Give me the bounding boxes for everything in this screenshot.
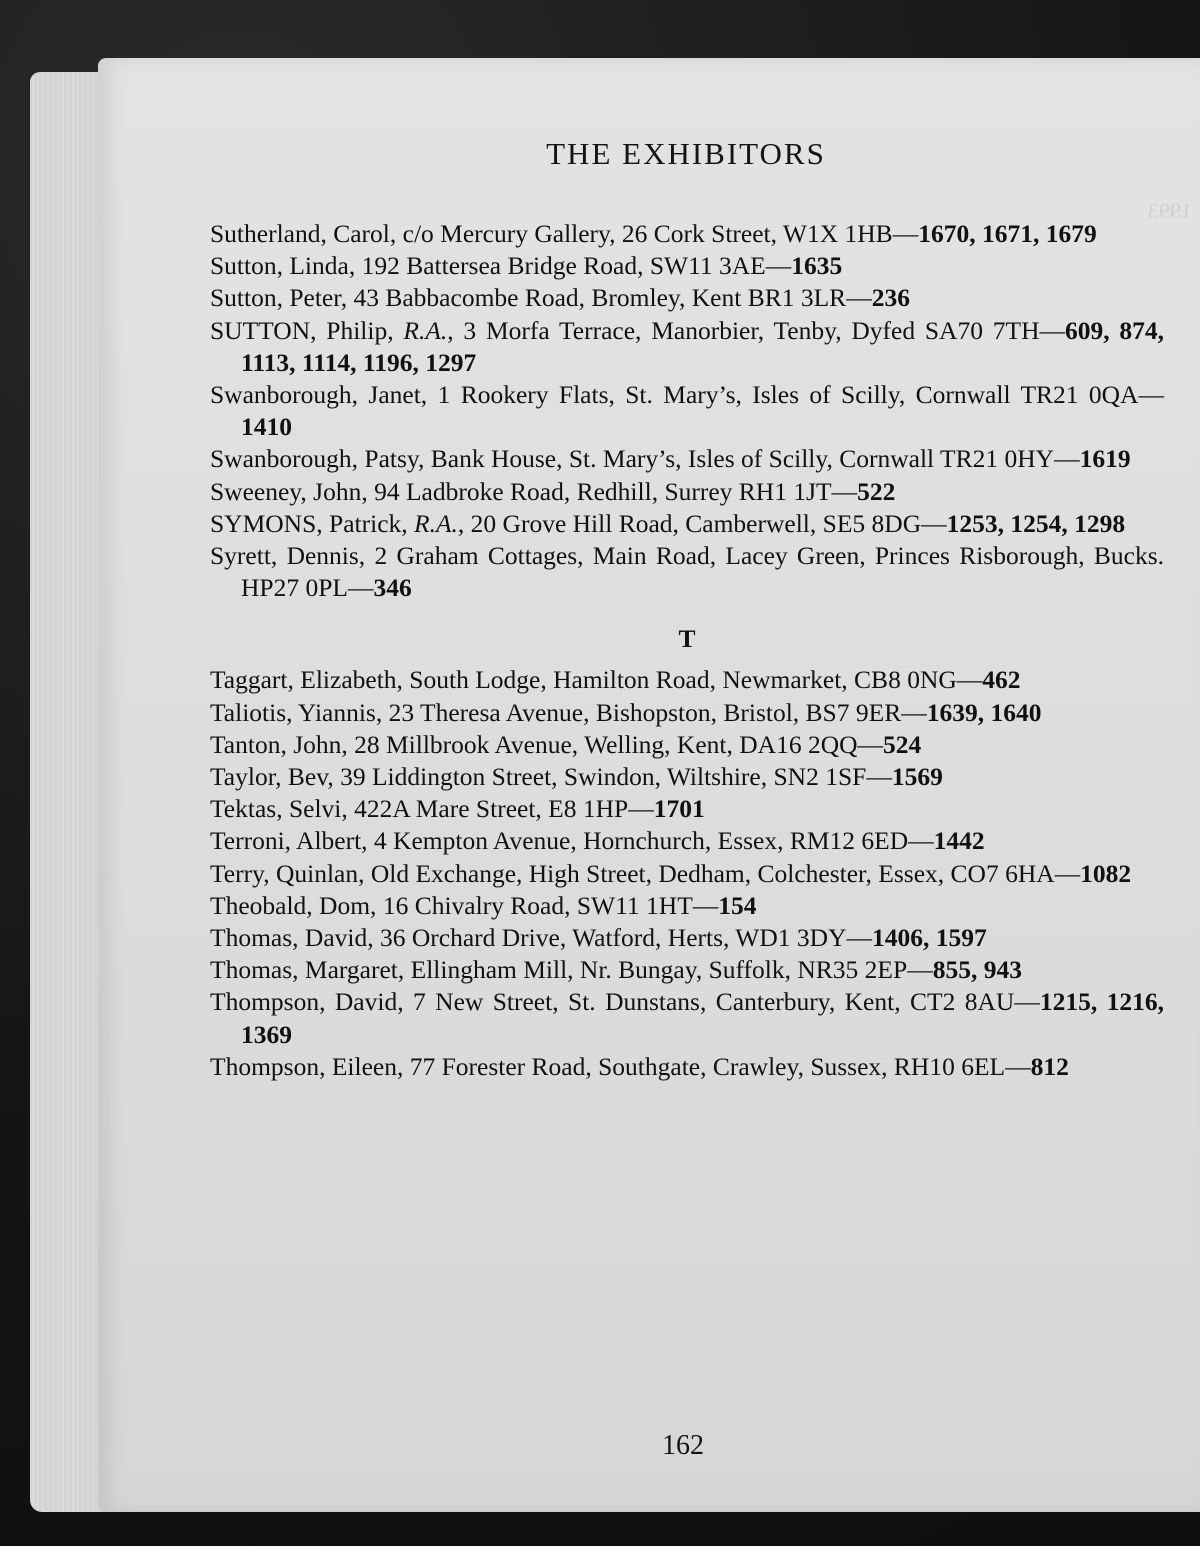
entries-s xyxy=(210,218,1164,604)
exhibitor-entry: Theobald, Dom, 16 Chivalry Road, SW11 1HT—154 xyxy=(210,890,757,920)
catalogue-numbers: 154 xyxy=(718,890,757,920)
catalogue-numbers: 522 xyxy=(857,476,896,506)
catalogue-numbers: 609, 874, 1113, 1114, 1196, 1297 xyxy=(241,315,1165,377)
catalogue-numbers: 855, 943 xyxy=(932,955,1022,985)
exhibitor-name: Sutton, Linda, xyxy=(210,251,356,281)
catalogue-numbers: 1619 xyxy=(1079,444,1131,474)
exhibitor-address: 28 Millbrook Avenue, Welling, Kent, DA16 2QQ xyxy=(347,729,858,759)
catalogue-numbers: 1253, 1254, 1298 xyxy=(946,508,1126,538)
catalogue-numbers: 1442 xyxy=(933,826,985,856)
exhibitor-entry: Terroni, Albert, 4 Kempton Avenue, Hornchurch, Essex, RM12 6ED—1442 xyxy=(210,826,985,856)
catalogue-numbers: 1410 xyxy=(241,412,292,442)
exhibitor-entry: Tektas, Selvi, 422A Mare Street, E8 1HP—1701 xyxy=(210,794,705,824)
exhibitor-address: 94 Ladbroke Road, Redhill, Surrey RH1 1JT xyxy=(367,476,832,506)
exhibitor-entry: Terry, Quinlan, Old Exchange, High Street, Dedham, Colchester, Essex, CO7 6HA—1082 xyxy=(210,858,1132,888)
exhibitor-title: R.A. xyxy=(414,508,458,538)
show-through-text: 1993 xyxy=(1148,198,1192,223)
exhibitor-entry: SUTTON, Philip, R.A., 3 Morfa Terrace, Manorbier, Tenby, Dyfed SA70 7TH—609, 874, 1113, 1114, 1196, 1297 xyxy=(210,315,1165,377)
section-letter: T xyxy=(678,624,696,654)
catalogue-numbers: 812 xyxy=(1030,1051,1069,1081)
exhibitor-address: 7 New Street, St. Dunstans, Canterbury, Kent, CT2 8AU xyxy=(403,987,1015,1017)
exhibitor-address: 23 Theresa Avenue, Bishopston, Bristol, BS7 9ER xyxy=(382,697,902,727)
exhibitor-name: Swanborough, Patsy, xyxy=(210,444,425,474)
exhibitor-address: Old Exchange, High Street, Dedham, Colchester, Essex, CO7 6HA xyxy=(364,858,1055,888)
entries-t xyxy=(210,664,1164,1083)
catalogue-numbers: 524 xyxy=(883,729,922,759)
exhibitor-address: , 3 Morfa Terrace, Manorbier, Tenby, Dyfed SA70 7TH xyxy=(447,315,1040,345)
exhibitor-name: Tanton, John, xyxy=(210,729,348,759)
exhibitor-name: Terry, Quinlan, xyxy=(210,858,365,888)
exhibitor-title: R.A. xyxy=(403,315,448,345)
exhibitor-entry: Tanton, John, 28 Millbrook Avenue, Welling, Kent, DA16 2QQ—524 xyxy=(210,729,922,759)
exhibitor-entry: Sutton, Linda, 192 Battersea Bridge Road, SW11 3AE—1635 xyxy=(210,251,843,281)
exhibitor-address: 16 Chivalry Road, SW11 1HT xyxy=(376,890,693,920)
exhibitor-name: Thomas, Margaret, xyxy=(210,955,405,985)
exhibitor-entry: Syrett, Dennis, 2 Graham Cottages, Main Road, Lacey Green, Princes Risborough, Bucks. HP27 0PL—346 xyxy=(210,541,1165,603)
exhibitor-list xyxy=(210,218,1164,1083)
catalogue-numbers: 1215, 1216, 1369 xyxy=(241,987,1164,1049)
catalogue-numbers: 1639, 1640 xyxy=(926,697,1042,727)
exhibitor-name: Taliotis, Yiannis, xyxy=(210,697,383,727)
exhibitor-name: Theobald, Dom, xyxy=(210,890,377,920)
exhibitor-entry: Swanborough, Janet, 1 Rookery Flats, St. Mary’s, Isles of Scilly, Cornwall TR21 0QA—1410 xyxy=(210,380,1164,442)
exhibitor-address: 422A Mare Street, E8 1HP xyxy=(347,794,629,824)
page-header: THE EXHIBITORS xyxy=(546,136,826,171)
exhibitor-name: Taggart, Elizabeth, xyxy=(210,665,403,695)
exhibitor-entry: Thomas, David, 36 Orchard Drive, Watford, Herts, WD1 3DY—1406, 1597 xyxy=(210,923,987,953)
exhibitor-entry: SYMONS, Patrick, R.A., 20 Grove Hill Road, Camberwell, SE5 8DG—1253, 1254, 1298 xyxy=(210,508,1126,538)
exhibitor-name: Sutton, Peter, xyxy=(210,283,348,313)
exhibitor-entry: Sweeney, John, 94 Ladbroke Road, Redhill, Surrey RH1 1JT—522 xyxy=(210,476,896,506)
exhibitor-entry: Thompson, Eileen, 77 Forester Road, Southgate, Crawley, Sussex, RH10 6EL—812 xyxy=(210,1051,1069,1081)
exhibitor-entry: Sutherland, Carol, c/o Mercury Gallery, 26 Cork Street, W1X 1HB—1670, 1671, 1679 xyxy=(210,219,1097,248)
exhibitor-address: 43 Babbacombe Road, Bromley, Kent BR1 3LR xyxy=(347,283,847,313)
exhibitor-entry: Sutton, Peter, 43 Babbacombe Road, Bromley, Kent BR1 3LR—236 xyxy=(210,283,910,313)
catalogue-numbers: 346 xyxy=(373,573,412,603)
exhibitor-address: South Lodge, Hamilton Road, Newmarket, CB8 0NG xyxy=(402,665,957,695)
exhibitor-entry: Thomas, Margaret, Ellingham Mill, Nr. Bungay, Suffolk, NR35 2EP—855, 943 xyxy=(210,955,1022,985)
exhibitor-address: 39 Liddington Street, Swindon, Wiltshire, SN2 1SF xyxy=(333,762,867,792)
exhibitor-entry: Swanborough, Patsy, Bank House, St. Mary’s, Isles of Scilly, Cornwall TR21 0HY—1619 xyxy=(210,444,1131,474)
exhibitor-name: Terroni, Albert, xyxy=(210,826,368,856)
exhibitor-name: SYMONS, Patrick, xyxy=(210,508,408,538)
exhibitor-address: 4 Kempton Avenue, Hornchurch, Essex, RM12 6ED xyxy=(367,826,909,856)
exhibitor-name: Taylor, Bev, xyxy=(210,762,334,792)
exhibitor-address: Ellingham Mill, Nr. Bungay, Suffolk, NR35 2EP xyxy=(404,955,908,985)
exhibitor-entry: Taylor, Bev, 39 Liddington Street, Swindon, Wiltshire, SN2 1SF—1569 xyxy=(210,762,943,792)
exhibitor-address: , 20 Grove Hill Road, Camberwell, SE5 8DG xyxy=(457,508,922,538)
exhibitor-name: Thomas, David, xyxy=(210,923,374,953)
exhibitor-name: Thompson, David, xyxy=(210,987,404,1017)
catalogue-numbers: 1406, 1597 xyxy=(872,923,987,953)
exhibitor-name: Tektas, Selvi, xyxy=(210,794,348,824)
exhibitor-name: Thompson, Eileen, xyxy=(210,1051,404,1081)
exhibitor-address: 192 Battersea Bridge Road, SW11 3AE xyxy=(355,251,766,281)
catalogue-numbers: 1670, 1671, 1679 xyxy=(918,219,1097,248)
catalogue-numbers: 1635 xyxy=(791,251,843,281)
exhibitor-name: Swanborough, Janet, xyxy=(210,380,428,410)
exhibitor-address: 36 Orchard Drive, Watford, Herts, WD1 3DY xyxy=(373,923,847,953)
exhibitor-name: Sweeney, John, xyxy=(210,476,368,506)
exhibitor-name: Syrett, Dennis, xyxy=(210,541,366,571)
catalogue-numbers: 236 xyxy=(871,283,910,313)
exhibitor-entry: Taggart, Elizabeth, South Lodge, Hamilton Road, Newmarket, CB8 0NG—462 xyxy=(210,665,1021,695)
exhibitor-address: 1 Rookery Flats, St. Mary’s, Isles of Scilly, Cornwall TR21 0QA xyxy=(427,380,1139,410)
catalogue-numbers: 1569 xyxy=(891,762,943,792)
catalogue-numbers: 1082 xyxy=(1080,858,1132,888)
page-number: 162 xyxy=(662,1430,704,1461)
catalogue-numbers: 462 xyxy=(982,665,1021,695)
exhibitor-address: Bank House, St. Mary’s, Isles of Scilly, Cornwall TR21 0HY xyxy=(424,444,1055,474)
exhibitor-entry: Taliotis, Yiannis, 23 Theresa Avenue, Bishopston, Bristol, BS7 9ER—1639, 1640 xyxy=(210,697,1042,727)
exhibitor-entry: Thompson, David, 7 New Street, St. Dunstans, Canterbury, Kent, CT2 8AU—1215, 1216, 1369 xyxy=(210,987,1164,1049)
exhibitor-address: 2 Graham Cottages, Main Road, Lacey Green, Princes Risborough, Bucks. HP27 0PL xyxy=(241,541,1165,603)
exhibitor-name: Sutherland, Carol, xyxy=(210,219,397,248)
exhibitor-address: 77 Forester Road, Southgate, Crawley, Sussex, RH10 6EL xyxy=(403,1051,1006,1081)
catalogue-numbers: 1701 xyxy=(653,794,705,824)
exhibitor-name: SUTTON, Philip, xyxy=(210,315,394,345)
exhibitor-address: c/o Mercury Gallery, 26 Cork Street, W1X 1HB xyxy=(396,219,893,248)
